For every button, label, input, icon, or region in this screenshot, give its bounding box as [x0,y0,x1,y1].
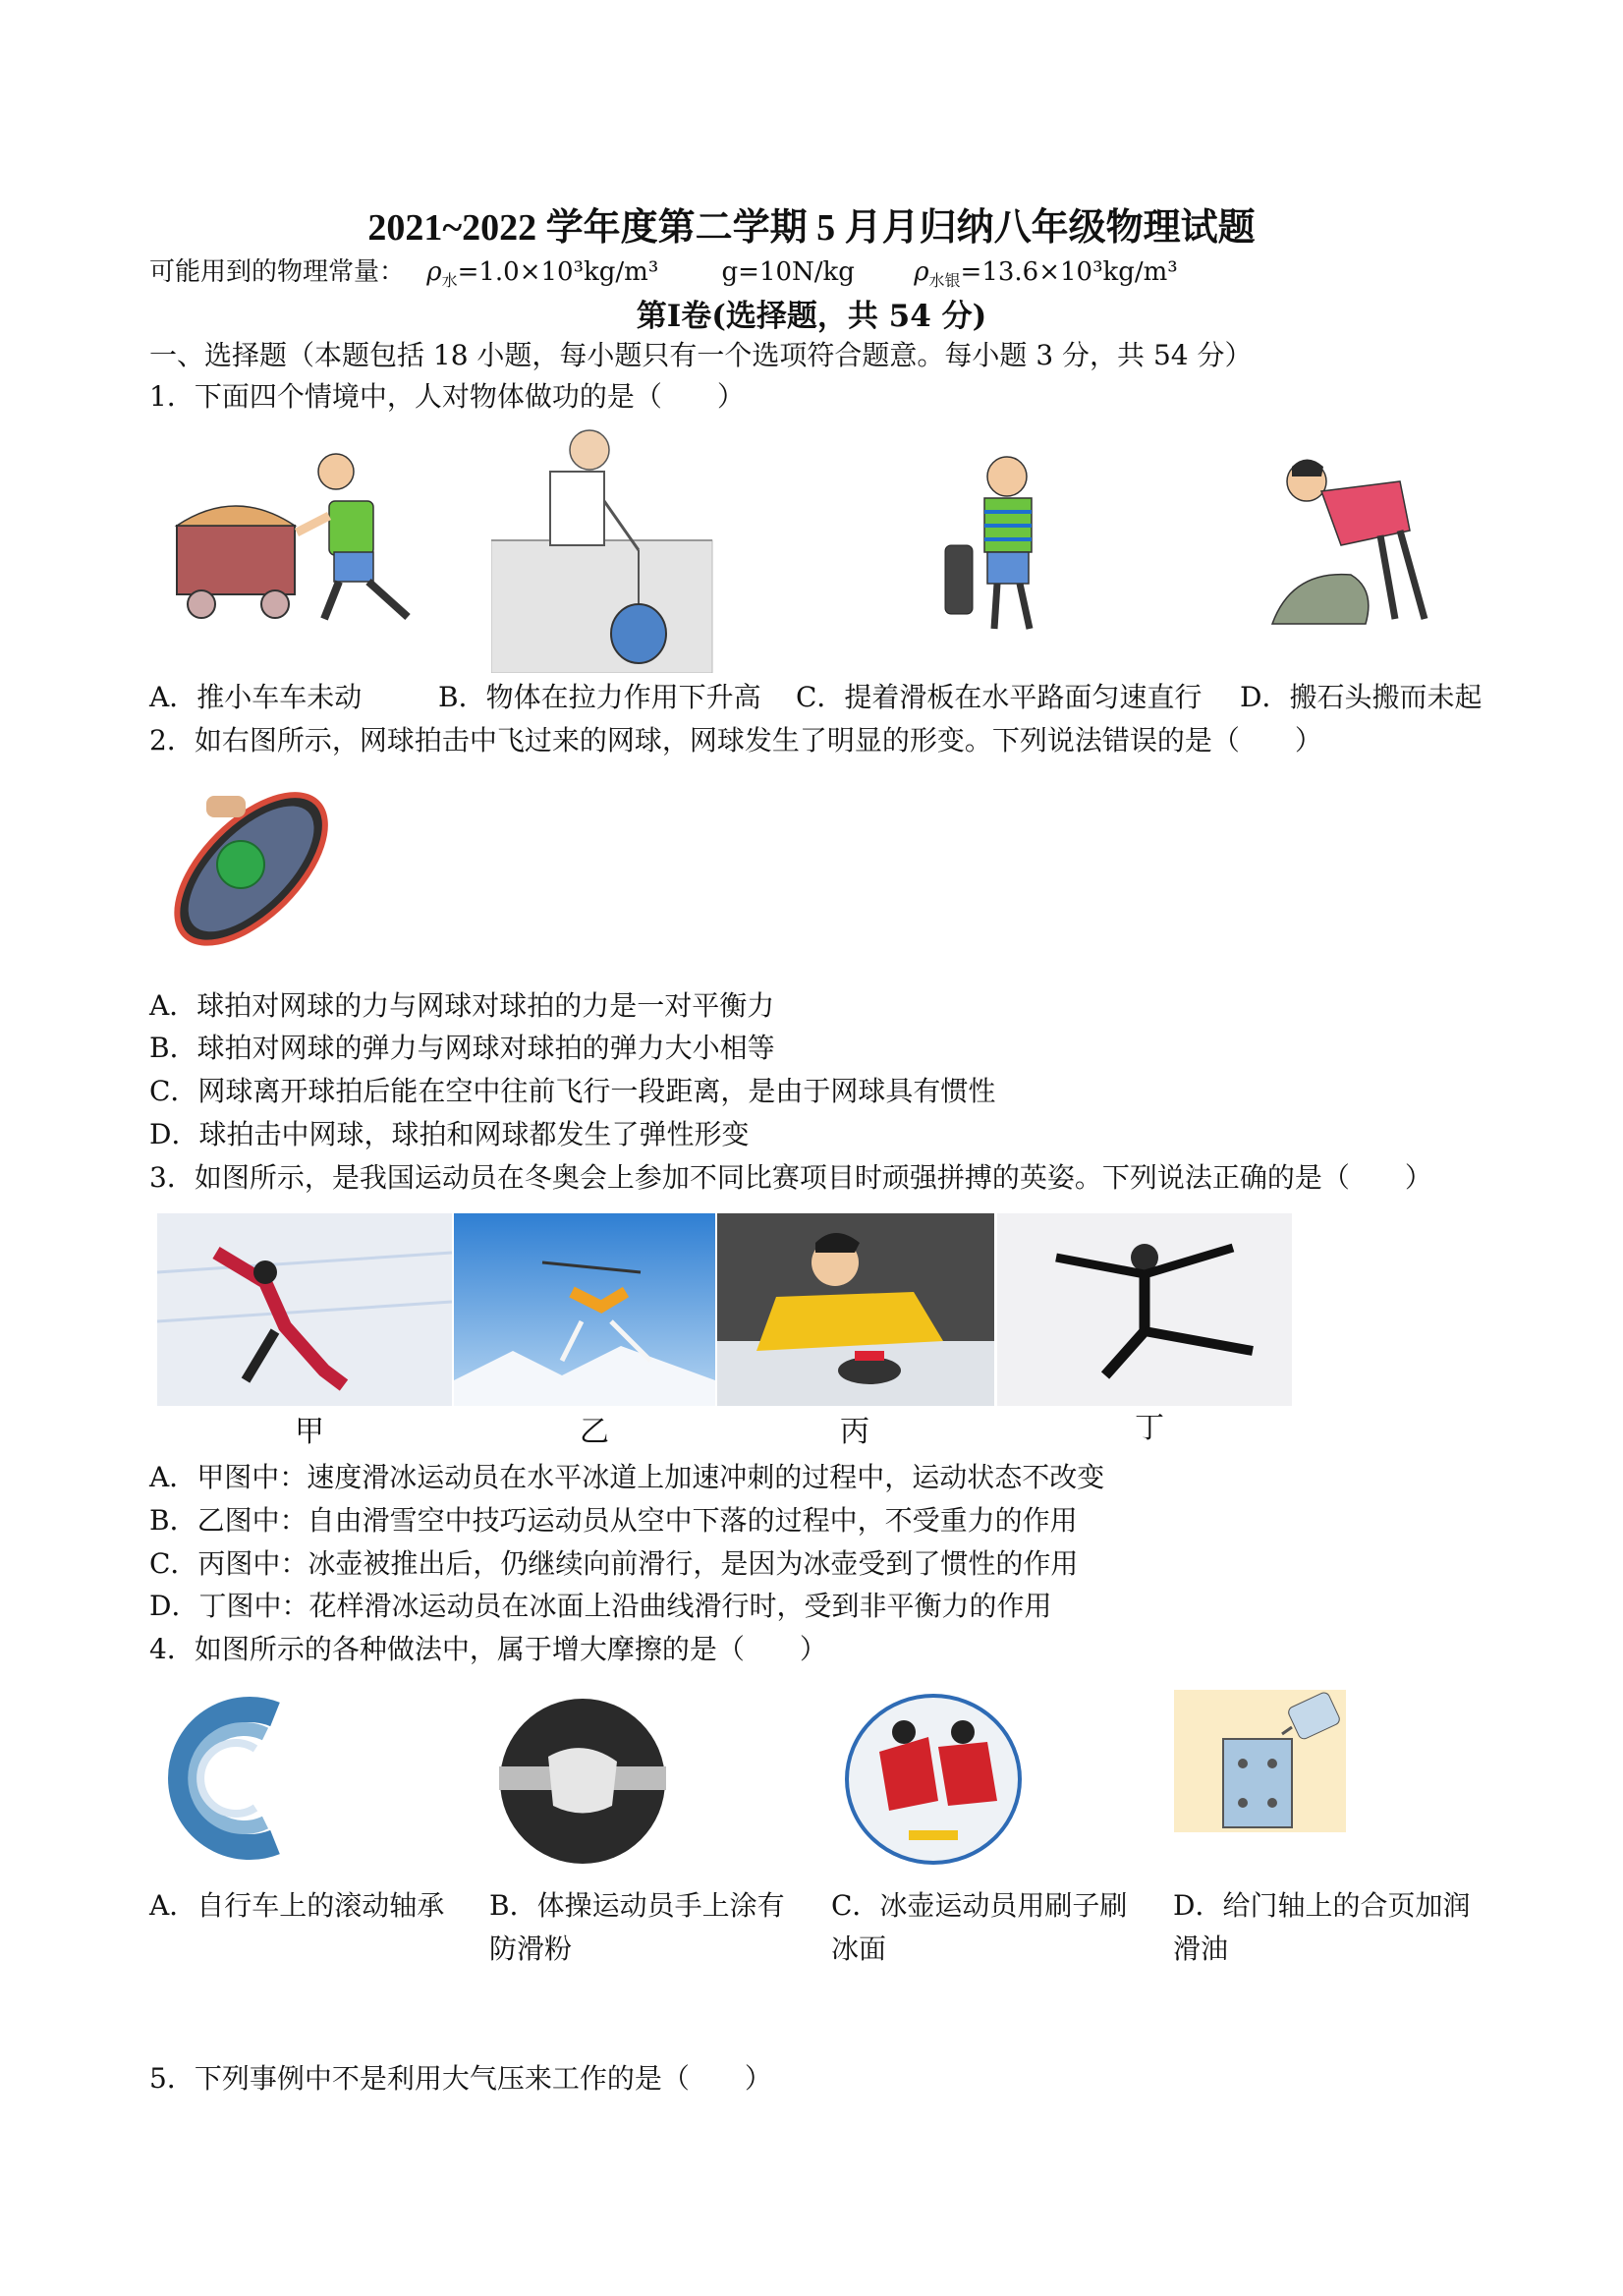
question-4-option-b [489,1884,823,1971]
question-4-option-b-line1: B．体操运动员手上涂有 [489,1889,785,1922]
rho-mercury-subscript: 水银 [928,271,961,290]
rho-symbol: ρ [914,257,929,287]
lifting-stone-illustration [1262,452,1449,629]
question-2-option-a: A．球拍对网球的力与网球对球拍的力是一对平衡力 [149,989,775,1022]
pushing-cart-illustration [167,442,432,639]
question-2-option-c: C．网球离开球拍后能在空中往前飞行一段距离，是由于网球具有惯性 [149,1075,996,1107]
question-4-option-d-line1: D．给门轴上的合页加润 [1173,1889,1471,1922]
exam-title: 2021~2022 学年度第二学期 5 月月归纳八年级物理试题 [367,207,1256,249]
question-4-option-d-line2: 滑油 [1173,1932,1229,1965]
part-instruction: 一、选择题（本题包括 18 小题，每小题只有一个选项符合题意。每小题 3 分，共 54 分） [149,339,1253,371]
question-1-stem: 1．下面四个情境中，人对物体做功的是（ ） [149,380,745,413]
question-1-option-a: A．推小车车未动 [149,681,363,713]
rho-mercury-value: =13.6×10³kg/m³ [960,257,1178,287]
question-3-option-a: A．甲图中：速度滑冰运动员在水平冰道上加速冲刺的过程中，运动状态不改变 [149,1461,1105,1493]
question-4-option-a [149,1884,483,1928]
lifting-bag-illustration [491,422,717,673]
speed-skating-photo [157,1213,452,1406]
question-4-option-b-line2: 防滑粉 [489,1932,573,1965]
question-1-option-b: B．物体在拉力作用下升高 [438,681,761,713]
question-4-option-c [831,1884,1165,1971]
question-2-stem [149,723,1322,758]
question-1-option-d: D．搬石头搬而未起 [1240,681,1483,713]
question-4-option-c-line1: C．冰壶运动员用刷子刷 [831,1889,1128,1922]
door-hinge-oil-illustration [1174,1690,1346,1832]
rho-water-value: =1.0×10³kg/m³ [457,257,659,287]
question-4-option-a-text: A．自行车上的滚动轴承 [149,1889,445,1922]
question-4-option-c-line2: 冰面 [831,1932,887,1965]
figure-skating-photo [997,1213,1292,1406]
figure-caption-yi: 乙 [580,1415,609,1449]
curling-sweeping-photo [840,1693,1032,1865]
gravity-constant: g=10N/kg [721,257,855,287]
roller-bearing-illustration [147,1685,305,1868]
question-3-option-c: C．丙图中：冰壶被推出后，仍继续向前滑行，是因为冰壶受到了惯性的作用 [149,1547,1079,1580]
rho-water-subscript: 水 [441,271,458,290]
rho-symbol: ρ [426,257,442,287]
question-3-option-b: B．乙图中：自由滑雪空中技巧运动员从空中下落的过程中，不受重力的作用 [149,1504,1078,1537]
figure-caption-jia: 甲 [295,1415,324,1449]
question-5-stem: 5．下列事例中不是利用大气压来工作的是（ ） [149,2062,772,2095]
gymnast-chalk-hands-photo [499,1698,666,1865]
question-3-option-d: D．丁图中：花样滑冰运动员在冰面上沿曲线滑行时，受到非平衡力的作用 [149,1590,1052,1622]
question-4-option-d [1173,1884,1507,1971]
curling-photo [717,1213,994,1406]
question-4-stem: 4．如图所示的各种做法中，属于增大摩擦的是（ ） [149,1633,827,1665]
figure-caption-bing: 丙 [840,1415,869,1449]
carrying-skateboard-illustration [933,447,1081,644]
question-1-option-c: C．提着滑板在水平路面匀速直行 [796,681,1203,713]
tennis-racket-illustration [147,786,334,973]
constants-line [149,252,1178,291]
constants-label: 可能用到的物理常量： [149,257,406,287]
question-3-stem: 3．如图所示，是我国运动员在冬奥会上参加不同比赛项目时顽强拼搏的英姿。下列说法正确的是（ ） [149,1161,1432,1194]
question-2-option-b: B．球拍对网球的弹力与网球对球拍的弹力大小相等 [149,1032,775,1064]
freestyle-skiing-photo [454,1213,715,1406]
question-2-stem-text: 2．如右图所示，网球拍击中飞过来的网球，网球发生了明显的形变。下列说法错误的是（ ） [149,724,1322,756]
figure-caption-ding: 丁 [1135,1411,1164,1445]
section-title: 第Ⅰ卷(选择题，共 54 分) [636,299,987,334]
question-2-option-d: D．球拍击中网球，球拍和网球都发生了弹性形变 [149,1118,750,1150]
